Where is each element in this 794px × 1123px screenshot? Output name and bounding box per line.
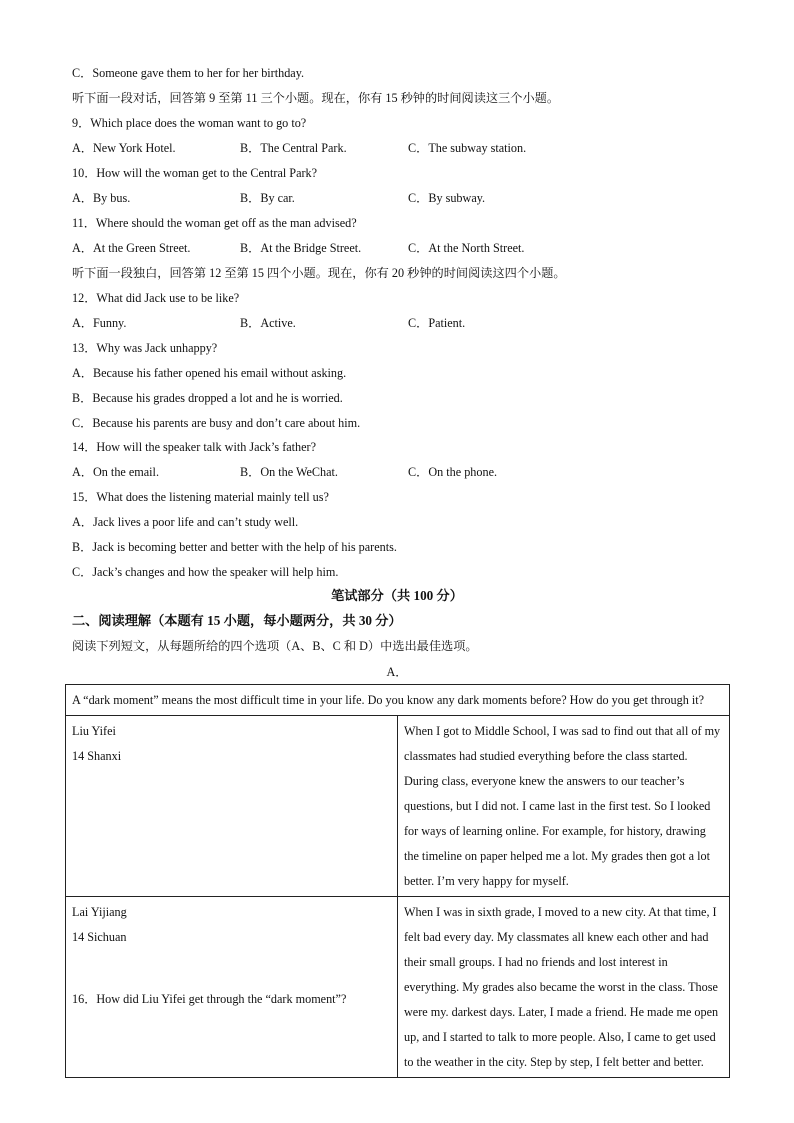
q10-option-c: C．By subway. bbox=[408, 191, 486, 205]
q9-option-b: B．The Central Park. bbox=[240, 141, 347, 155]
person-name: Lai Yijiang bbox=[72, 905, 127, 919]
q16-stem: 16．How did Liu Yifei get through the “dark moment”? bbox=[72, 992, 347, 1006]
q9-option-a: A．New York Hotel. bbox=[72, 141, 176, 155]
person-info: 14 Sichuan bbox=[72, 930, 127, 944]
table-row bbox=[66, 897, 730, 1078]
q9-option-c: C．The subway station. bbox=[408, 141, 527, 155]
table-row bbox=[66, 716, 730, 897]
person-name: Liu Yifei bbox=[72, 724, 116, 738]
q15-option-c: C．Jack’s changes and how the speaker will help him. bbox=[72, 565, 339, 579]
q11-option-c: C．At the North Street. bbox=[408, 241, 525, 255]
person-cell bbox=[66, 897, 398, 1078]
q11-option-a: A．At the Green Street. bbox=[72, 241, 191, 255]
q15-option-a: A．Jack lives a poor life and can’t study well. bbox=[72, 515, 299, 529]
story-text: When I was in sixth grade, I moved to a new city. At that time, I felt bad every day. My classmates all knew each other and had their small groups. I had no friends and lost interest in everything. My grades also became the worst in the class. Those were my. darkest days. Later, I made a friend. He made me open up, and I started to talk to more people. Also, I came to get used to the weather in the city. Step by step, I felt better and better. bbox=[398, 897, 730, 1078]
passage-label: A． bbox=[386, 665, 408, 679]
table-intro-row bbox=[66, 685, 730, 716]
q8-option-c: C．Someone gave them to her for her birthday. bbox=[72, 66, 305, 80]
q14-option-c: C．On the phone. bbox=[408, 465, 498, 479]
q15-stem: 15．What does the listening material mainly tell us? bbox=[72, 490, 329, 504]
q13-stem: 13．Why was Jack unhappy? bbox=[72, 341, 218, 355]
q11-option-b: B．At the Bridge Street. bbox=[240, 241, 362, 255]
q10-option-a: A．By bus. bbox=[72, 191, 131, 205]
q14-option-b: B．On the WeChat. bbox=[240, 465, 338, 479]
reading-section-title: 二、阅读理解（本题有 15 小题，每小题两分，共 30 分） bbox=[72, 613, 402, 628]
q14-stem: 14．How will the speaker talk with Jack’s father? bbox=[72, 440, 317, 454]
q13-option-c: C．Because his parents are busy and don’t care about him. bbox=[72, 416, 361, 430]
table-intro: A “dark moment” means the most difficult time in your life. Do you know any dark moments before? How do you get through it? bbox=[66, 685, 730, 716]
q10-stem: 10．How will the woman get to the Central Park? bbox=[72, 166, 318, 180]
q13-option-b: B．Because his grades dropped a lot and he is worried. bbox=[72, 391, 343, 405]
q11-stem: 11．Where should the woman get off as the man advised? bbox=[72, 216, 357, 230]
person-info: 14 Shanxi bbox=[72, 749, 122, 763]
q12-option-c: C．Patient. bbox=[408, 316, 466, 330]
written-part-title: 笔试部分（共 100 分） bbox=[331, 588, 463, 603]
q12-option-a: A．Funny. bbox=[72, 316, 127, 330]
instruction-q12-q15: 听下面一段独白，回答第 12 至第 15 四个小题。现在，你有 20 秒钟的时间阅读这四个小题。 bbox=[72, 266, 566, 280]
q14-option-a: A．On the email. bbox=[72, 465, 159, 479]
q12-stem: 12．What did Jack use to be like? bbox=[72, 291, 240, 305]
q10-option-b: B．By car. bbox=[240, 191, 295, 205]
q13-option-a: A．Because his father opened his email without asking. bbox=[72, 366, 347, 380]
person-cell bbox=[66, 716, 398, 897]
instruction-q9-q11: 听下面一段对话，回答第 9 至第 11 三个小题。现在，你有 15 秒钟的时间阅读这三个小题。 bbox=[72, 91, 560, 105]
q9-stem: 9．Which place does the woman want to go to? bbox=[72, 116, 307, 130]
q12-option-b: B．Active. bbox=[240, 316, 296, 330]
reading-table bbox=[65, 684, 730, 1078]
reading-instruction: 阅读下列短文，从每题所给的四个选项（A、B、C 和 D）中选出最佳选项。 bbox=[72, 639, 478, 653]
q15-option-b: B．Jack is becoming better and better with the help of his parents. bbox=[72, 540, 397, 554]
story-text: When I got to Middle School, I was sad to find out that all of my classmates had studied everything before the class started. During class, everyone knew the answers to our teacher’s questions, but I did not. I came last in the first test. So I looked for ways of learning online. For example, for history, drawing the timeline on paper helped me a lot. My grades then got a lot better. I’m very happy for myself. bbox=[398, 716, 730, 897]
